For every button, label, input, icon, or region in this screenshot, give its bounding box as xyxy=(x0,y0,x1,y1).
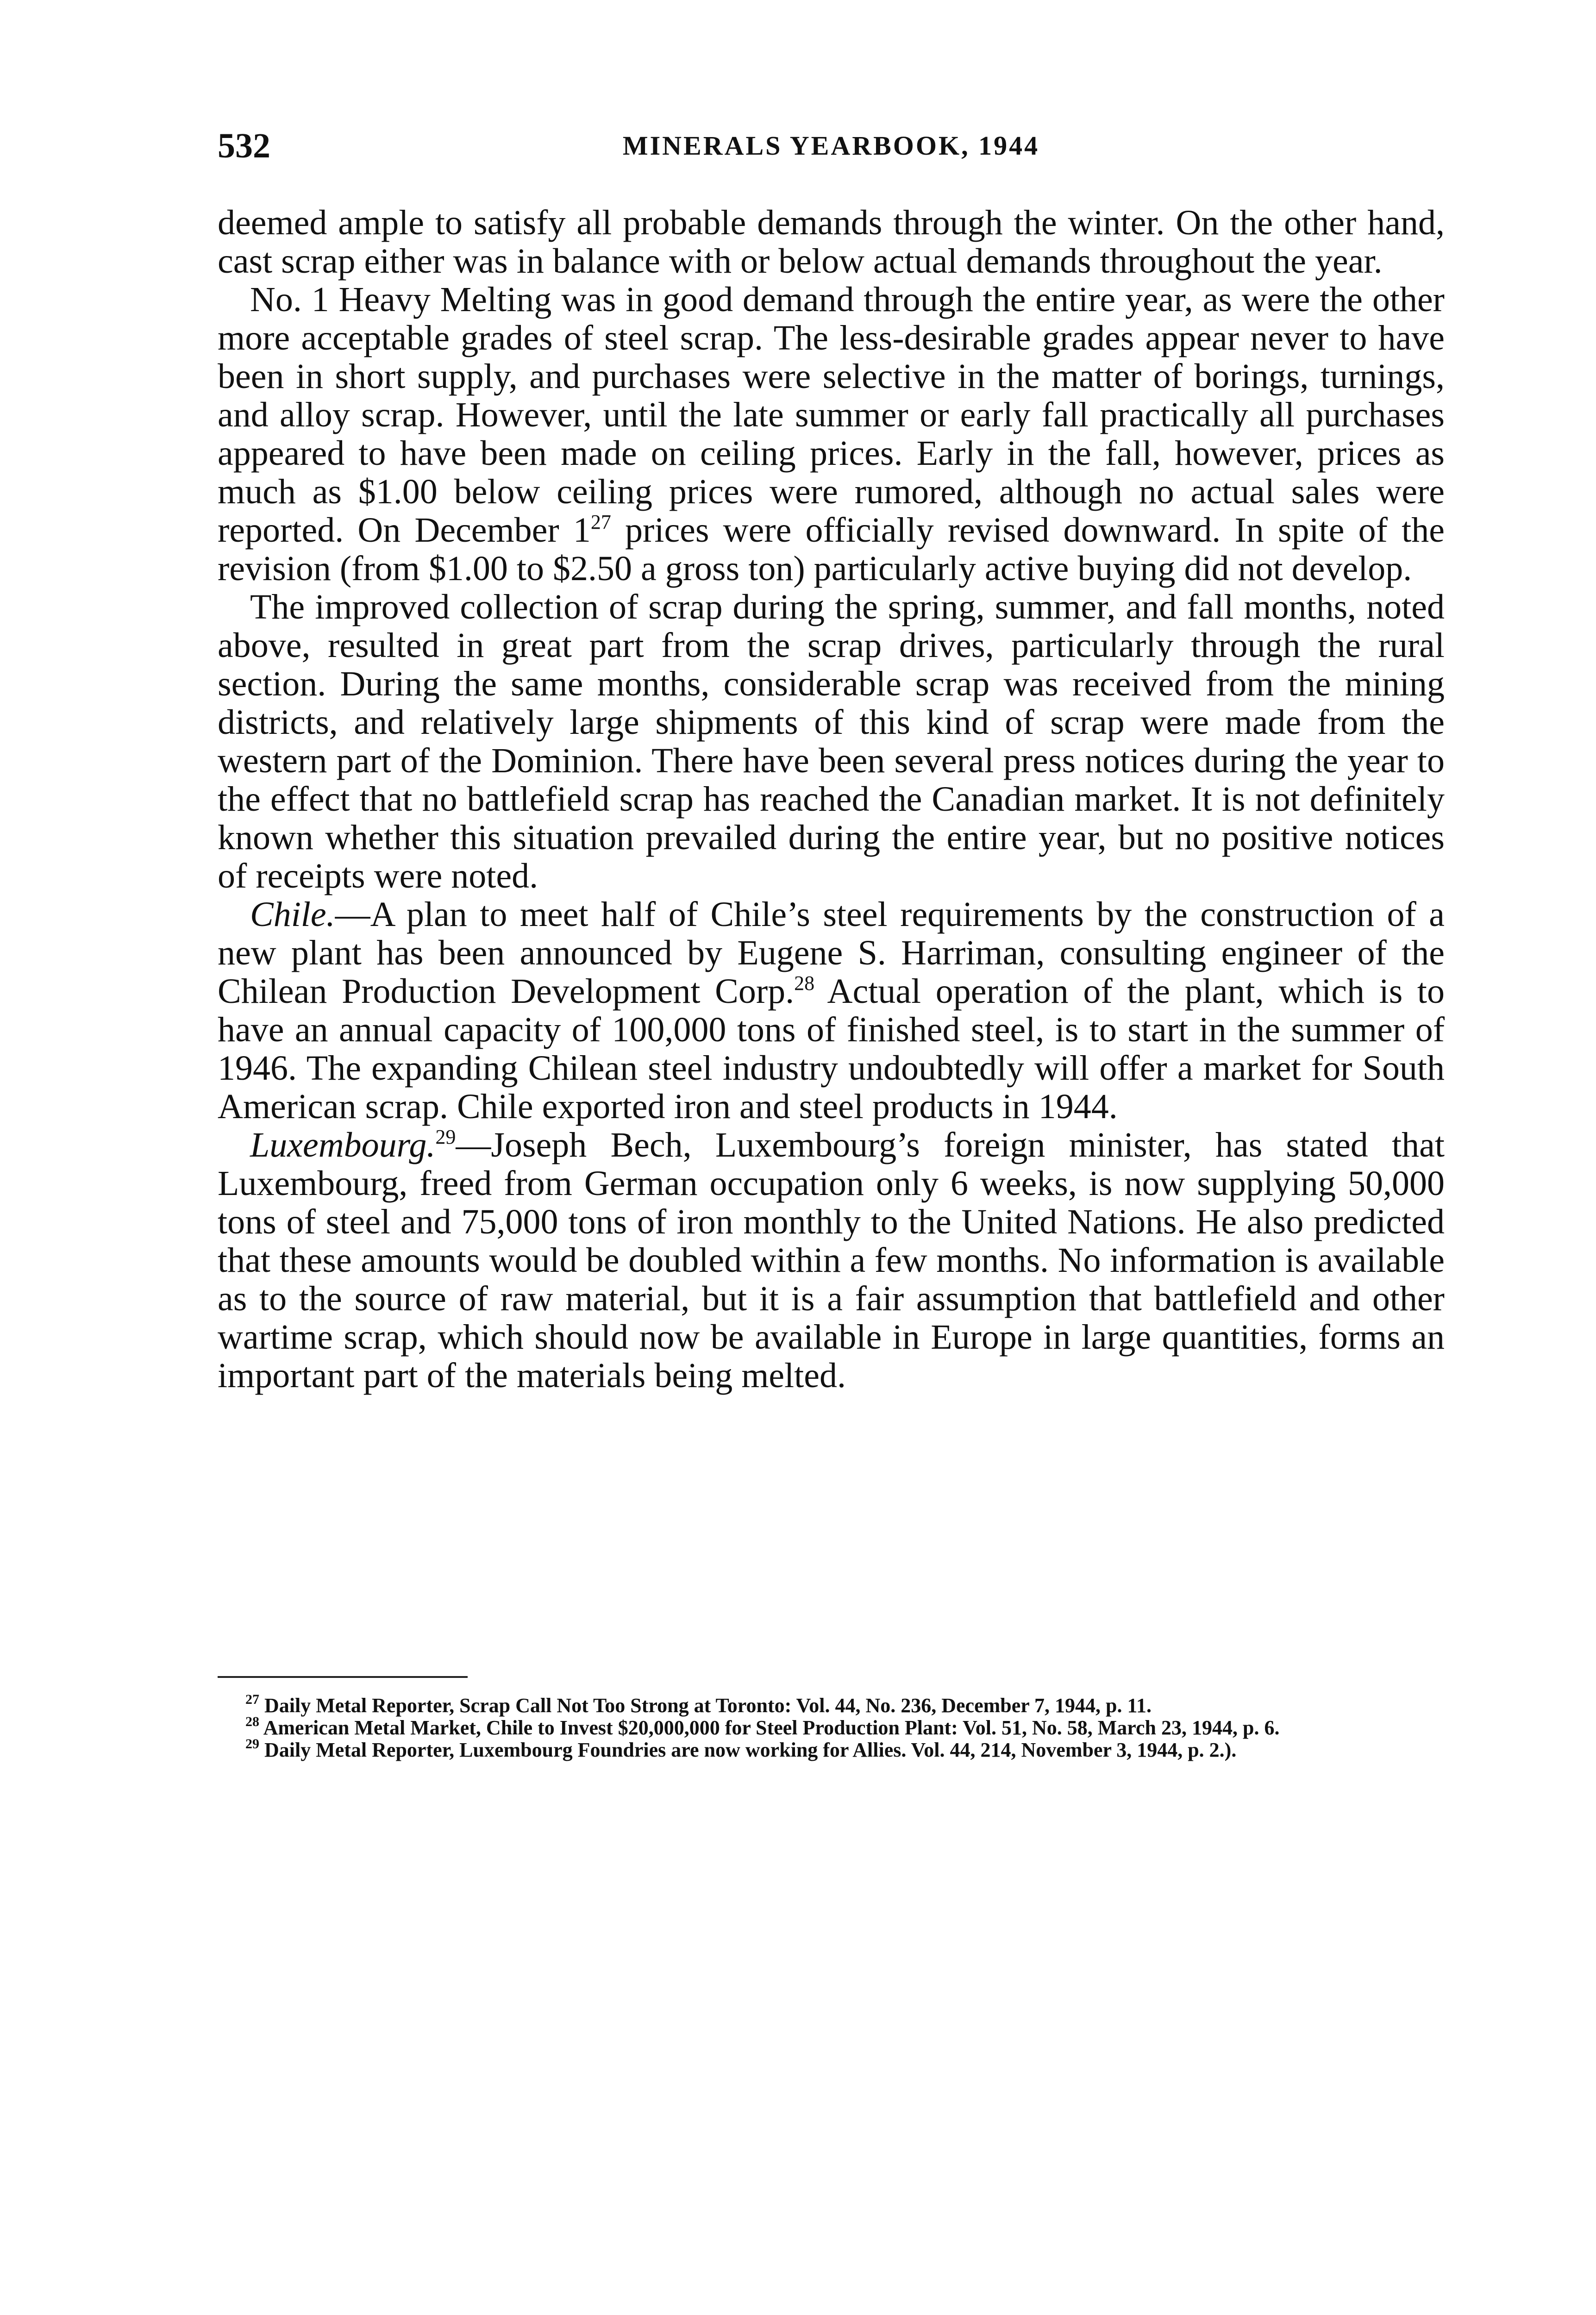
paragraph-luxembourg xyxy=(218,1126,1445,1395)
footnote-28 xyxy=(218,1714,1445,1739)
footnotes xyxy=(218,1692,1445,1761)
paragraph-text: prices were officially revised downward. In spite of the revision (from $1.00 to $2.50 a gross ton) particularly active buying did not develop. xyxy=(218,511,1445,588)
paragraph-chile xyxy=(218,895,1445,1126)
footnote-number: 27 xyxy=(245,1692,259,1707)
footnote-number: 29 xyxy=(245,1736,259,1752)
footnote-27 xyxy=(218,1692,1445,1717)
paragraph-text: —Joseph Bech, Luxembourg’s foreign minister, has stated that Luxembourg, freed from German occupation only 6 weeks, is now supplying 50,000 tons of steel and 75,000 tons of iron monthly to the United Nations. He also predicted that these amounts would be doubled within a few months. No information is available as to the source of raw material, but it is a fair assumption that battlefield and other wartime scrap, which should now be available in Europe in large quantities, forms an important part of the materials being melted. xyxy=(218,1126,1445,1395)
luxembourg-heading: Luxembourg. xyxy=(250,1126,436,1164)
page-header xyxy=(218,125,1445,167)
footnote-ref-28: 28 xyxy=(794,972,815,995)
paragraph-text: —A plan to meet half of Chile’s steel requirements by the construction of a new plant has been announced by Eugene S. Harriman, consulting engineer of the Chilean Production Development Corp. xyxy=(218,895,1445,1011)
paragraph-text: Actual operation of the plant, which is to have an annual capacity of 100,000 tons of finished steel, is to start in the summer of 1946. The expanding Chilean steel industry undoubtedly will offer a market for South American scrap. Chile exported iron and steel products in 1944. xyxy=(218,972,1445,1126)
paragraph-cast-scrap: deemed ample to satisfy all probable demands through the winter. On the other hand, cast scrap either was in balance with or below actual demands throughout the year. xyxy=(218,203,1445,281)
paragraph-heavy-melting xyxy=(218,281,1445,588)
paragraph-scrap-collection: The improved collection of scrap during the spring, summer, and fall months, noted above, resulted in great part from the scrap drives, particularly through the rural section. During the same months, considerable scrap was received from the mining districts, and relatively large shipments of this kind of scrap were made from the western part of the Dominion. There have been several press notices during the year to the effect that no battlefield scrap has reached the Canadian market. It is not definitely known whether this situation prevailed during the entire year, but no positive notices of receipts were noted. xyxy=(218,588,1445,895)
footnote-ref-29: 29 xyxy=(435,1126,456,1148)
footnote-text: Daily Metal Reporter, Luxembourg Foundries are now working for Allies. Vol. 44, 214, November 3, 1944, p. 2.). xyxy=(259,1739,1237,1761)
footnote-ref-27: 27 xyxy=(590,511,611,533)
footnote-29 xyxy=(218,1736,1445,1761)
chile-heading: Chile. xyxy=(250,895,335,934)
footnote-number: 28 xyxy=(245,1714,259,1729)
footnote-text: Daily Metal Reporter, Scrap Call Not Too Strong at Toronto: Vol. 44, No. 236, December 7, 1944, p. 11. xyxy=(259,1694,1152,1717)
text-body xyxy=(218,204,1445,1395)
running-title: MINERALS YEARBOOK, 1944 xyxy=(622,131,1040,161)
footnote-divider xyxy=(218,1676,468,1678)
page-number: 532 xyxy=(218,126,270,165)
footnote-text: American Metal Market, Chile to Invest $20,000,000 for Steel Production Plant: Vol. 51, No. 58, March 23, 1944, p. 6. xyxy=(259,1716,1280,1739)
paragraph-text: No. 1 Heavy Melting was in good demand through the entire year, as were the other more acceptable grades of steel scrap. The less-desirable grades appear never to have been in short supply, and purchases were selective in the matter of borings, turnings, and alloy scrap. However, until the late summer or early fall practically all purchases appeared to have been made on ceiling prices. Early in the fall, however, prices as much as $1.00 below ceiling prices were rumored, although no actual sales were reported. On December 1 xyxy=(218,280,1445,550)
